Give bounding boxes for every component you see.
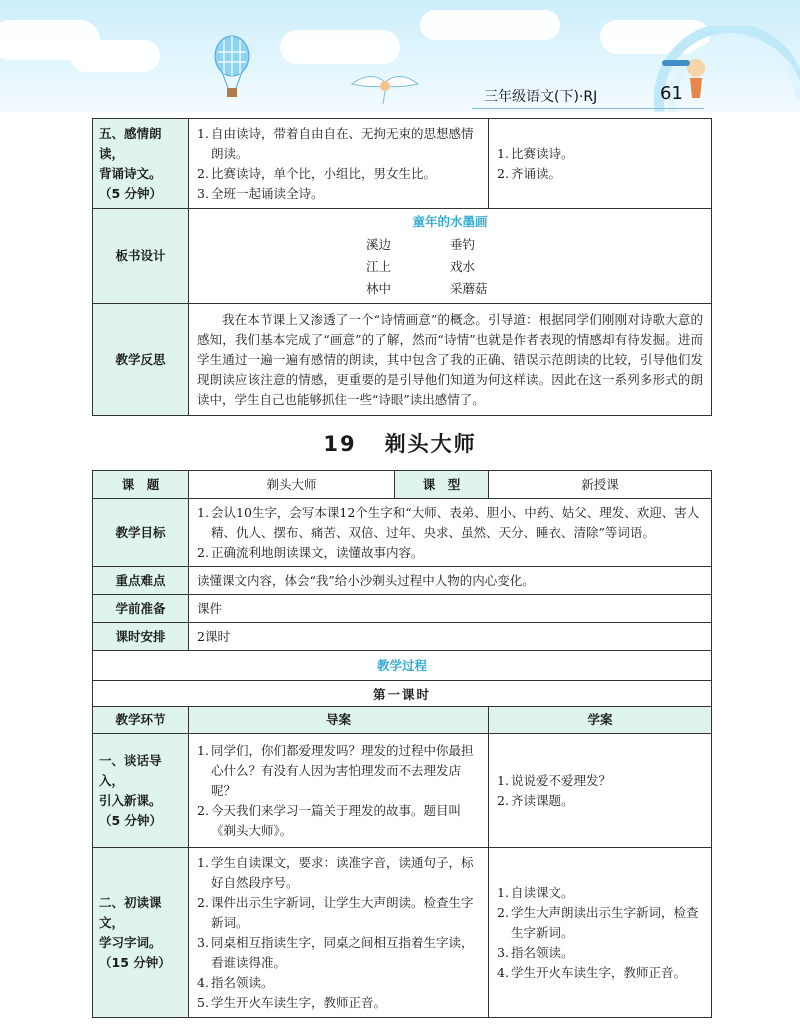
guide-item: 比赛读诗，单个比，小组比，男女生比。 — [211, 165, 437, 181]
guide-item: 课件出示生字新词，让学生大声朗读。检查生字新词。 — [211, 894, 474, 930]
goal-item: 会认10生字，会写本课12个生字和“大师、表弟、胆小、中药、姑父、理发、欢迎、害人精、仇人、摆布、痛苦、双倍、过年、央求、虽然、天分、睡衣、清除”等词语。 — [211, 504, 700, 540]
board-word: 林中 — [366, 281, 392, 296]
type-label: 课 型 — [395, 471, 489, 499]
topic-label: 课 题 — [93, 471, 189, 499]
process-title: 教学过程 — [93, 651, 712, 681]
header-divider — [472, 108, 704, 109]
reflection-label: 教学反思 — [93, 304, 189, 416]
study-item: 指名领读。 — [511, 944, 574, 960]
time-value: 2课时 — [189, 623, 712, 651]
book-label: 三年级语文(下)·RJ — [484, 89, 598, 105]
study-item: 学生开火车读生字，教师正音。 — [511, 964, 687, 980]
lesson-number: 19 — [323, 432, 357, 456]
header-banner — [0, 0, 800, 112]
stage-label: 二、初读课文， 学习字词。 （15 分钟） — [93, 848, 189, 1018]
stage-label: 一、谈话导入， 引入新课。 （5 分钟） — [93, 734, 189, 848]
goals-cell: 1. 会认10生字，会写本课12个生字和“大师、表弟、胆小、中药、姑父、理发、欢迎、害人精、仇人、摆布、痛苦、双倍、过年、央求、虽然、天分、睡衣、清除”等词语。 2. 正确流利地朗读课文，读懂故事内容。 — [189, 499, 712, 567]
study-cell: 1. 比赛读诗。 2. 齐诵读。 — [489, 119, 712, 209]
kite-icon — [350, 66, 420, 106]
lesson-heading — [0, 428, 800, 458]
guide-item: 同桌相互指读生字，同桌之间相互指着生字读，看谁读得准。 — [211, 934, 474, 970]
goals-label: 教学目标 — [93, 499, 189, 567]
board-word: 江上 — [366, 259, 392, 274]
stage-label: 五、感情朗读， 背诵诗文。 （5 分钟） — [93, 119, 189, 209]
study-cell: 1. 自读课文。 2. 学生大声朗读出示生字新词，检查生字新词。 3. 指名领读。 4. 学生开火车读生字，教师正音。 — [489, 848, 712, 1018]
key-label: 重点难点 — [93, 567, 189, 595]
period-title: 第一课时 — [93, 681, 712, 709]
type-value: 新授课 — [489, 471, 712, 499]
board-word: 戏水 — [450, 259, 476, 274]
guide-cell: 1. 学生自读课文，要求：读准字音，读通句子，标好自然段序号。 2. 课件出示生字新词，让学生大声朗读。检查生字新词。 3. 同桌相互指读生字，同桌之间相互指着生字读，看谁读得准。 4. 指名领读。 5. 学生开火车读生字，教师正音。 — [189, 848, 489, 1018]
guide-item: 全班一起诵读全诗。 — [211, 185, 324, 201]
board-label: 板书设计 — [93, 209, 189, 304]
balloon-icon — [212, 34, 252, 104]
study-item: 说说爱不爱理发？ — [511, 772, 612, 788]
guide-item: 同学们，你们都爱理发吗？理发的过程中你最担心什么？有没有人因为害怕理发而不去理发店呢？ — [211, 742, 474, 798]
board-word: 采蘑菇 — [450, 281, 488, 296]
board-title: 童年的水墨画 — [412, 214, 488, 229]
guide-item: 学生开火车读生字，教师正音。 — [211, 994, 387, 1010]
study-item: 比赛读诗。 — [511, 145, 574, 161]
prep-value: 课件 — [189, 595, 712, 623]
study-item: 自读课文。 — [511, 884, 574, 900]
lesson-plan-table — [92, 470, 712, 709]
prep-label: 学前准备 — [93, 595, 189, 623]
study-item: 齐诵读。 — [511, 165, 562, 181]
col-guide-header: 导案 — [189, 707, 489, 734]
board-word: 溪边 — [366, 237, 392, 252]
study-item: 学生大声朗读出示生字新词，检查生字新词。 — [511, 904, 699, 940]
col-stage-header: 教学环节 — [93, 707, 189, 734]
study-cell: 1. 说说爱不爱理发？ 2. 齐读课题。 — [489, 734, 712, 848]
time-label: 课时安排 — [93, 623, 189, 651]
col-study-header: 学案 — [489, 707, 712, 734]
topic-value: 剃头大师 — [189, 471, 395, 499]
guide-item: 指名领读。 — [211, 974, 274, 990]
guide-cell: 1. 同学们，你们都爱理发吗？理发的过程中你最担心什么？有没有人因为害怕理发而不去理发店呢？ 2. 今天我们来学习一篇关于理发的故事。题目叫《剃头大师》。 — [189, 734, 489, 848]
prev-lesson-table — [92, 118, 712, 416]
goal-item: 正确流利地朗读课文，读懂故事内容。 — [211, 544, 424, 560]
guide-cell: 1. 自由读诗，带着自由自在、无拘无束的思想感情朗读。 2. 比赛读诗，单个比，小组比，男女生比。 3. 全班一起诵读全诗。 — [189, 119, 489, 209]
study-item: 齐读课题。 — [511, 792, 574, 808]
key-value: 读懂课文内容，体会“我”给小沙剃头过程中人物的内心变化。 — [189, 567, 712, 595]
process-table — [92, 706, 712, 1018]
guide-item: 学生自读课文，要求：读准字音，读通句子，标好自然段序号。 — [211, 854, 474, 890]
page-number: 61 — [660, 83, 683, 104]
board-word: 垂钓 — [450, 237, 476, 252]
board-design — [189, 209, 712, 304]
guide-item: 自由读诗，带着自由自在、无拘无束的思想感情朗读。 — [211, 125, 474, 161]
reflection-text: 我在本节课上又渗透了一个“诗情画意”的概念。引导道：根据同学们刚刚对诗歌大意的感知，我们基本完成了“画意”的了解，然而“诗情”也就是作者表现的情感却有待发掘。进而学生通过一遍一遍有感情的朗读，其中包含了我的正确、错误示范朗读的比较，引导他们发现朗读应该注意的情感，更重要的是引导他们知道为何这样读。因此在这一系列多形式的朗读中，学生自己也能够抓住一些“诗眼”读出感情了。 — [189, 304, 712, 416]
guide-item: 今天我们来学习一篇关于理发的故事。题目叫《剃头大师》。 — [211, 802, 462, 838]
lesson-title: 剃头大师 — [384, 432, 477, 456]
